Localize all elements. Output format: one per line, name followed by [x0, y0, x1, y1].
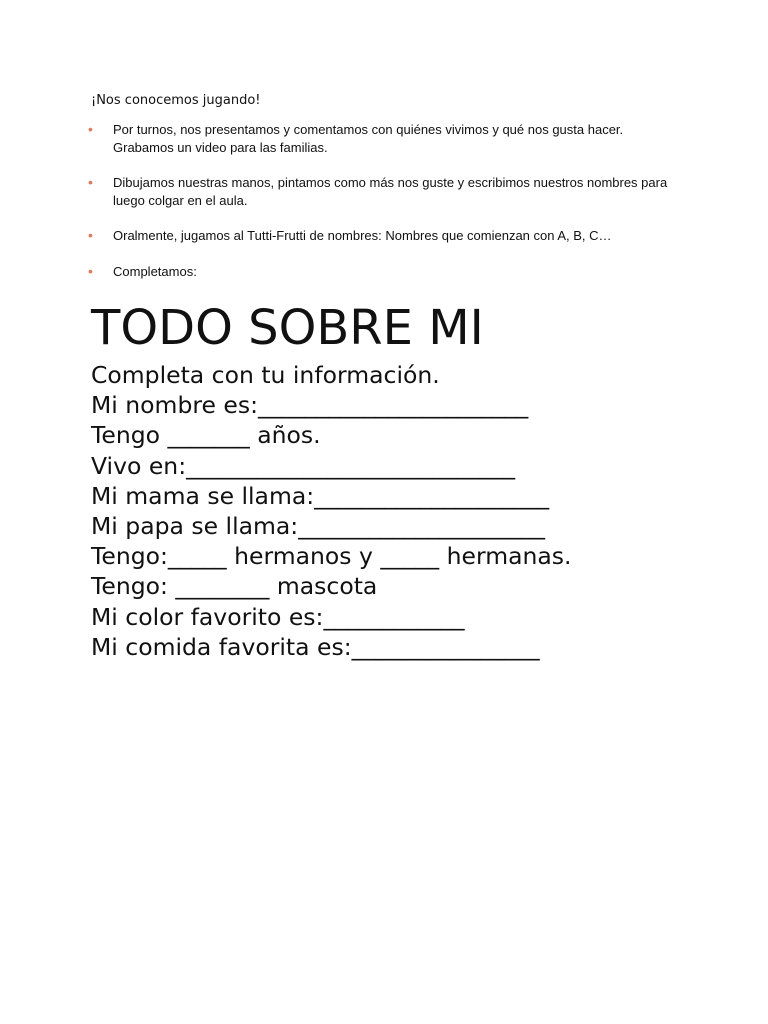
- worksheet-title: TODO SOBRE MI: [91, 300, 484, 356]
- list-item-text: Dibujamos nuestras manos, pintamos como más nos guste y escribimos nuestros nombres para luego colgar en el aula.: [113, 175, 668, 208]
- bullet-icon: •: [88, 121, 93, 137]
- activity-list: [88, 121, 681, 280]
- list-item: [88, 174, 681, 209]
- mother-name-line: Mi mama se llama:____________________: [91, 481, 550, 510]
- favorite-color-line: Mi color favorito es:____________: [91, 602, 465, 631]
- age-line: Tengo _______ años.: [91, 421, 321, 450]
- list-item: [88, 227, 681, 245]
- name-line: Mi nombre es:_______________________: [91, 391, 529, 420]
- bullet-icon: •: [88, 174, 93, 190]
- worksheet-form: [91, 360, 572, 662]
- list-item: [88, 262, 681, 281]
- bullet-icon: •: [88, 227, 93, 243]
- list-item-text: Por turnos, nos presentamos y comentamos con quiénes vivimos y qué nos gusta hacer. Grabamos un video para las familias.: [113, 122, 624, 155]
- favorite-food-line: Mi comida favorita es:________________: [91, 632, 540, 661]
- bullet-icon: •: [88, 262, 93, 279]
- list-item: [88, 121, 681, 156]
- father-name-line: Mi papa se llama:_____________________: [91, 512, 545, 541]
- list-item-text: Completamos:: [113, 263, 197, 279]
- intro-heading: ¡Nos conocemos jugando!: [91, 93, 261, 108]
- pets-line: Tengo: ________ mascota: [91, 572, 378, 601]
- residence-line: Vivo en:____________________________: [91, 451, 516, 480]
- siblings-line: Tengo:_____ hermanos y _____ hermanas.: [91, 542, 572, 571]
- list-item-text: Oralmente, jugamos al Tutti-Frutti de nombres: Nombres que comienzan con A, B, C…: [113, 228, 612, 243]
- instruction-line: Completa con tu información.: [91, 361, 440, 389]
